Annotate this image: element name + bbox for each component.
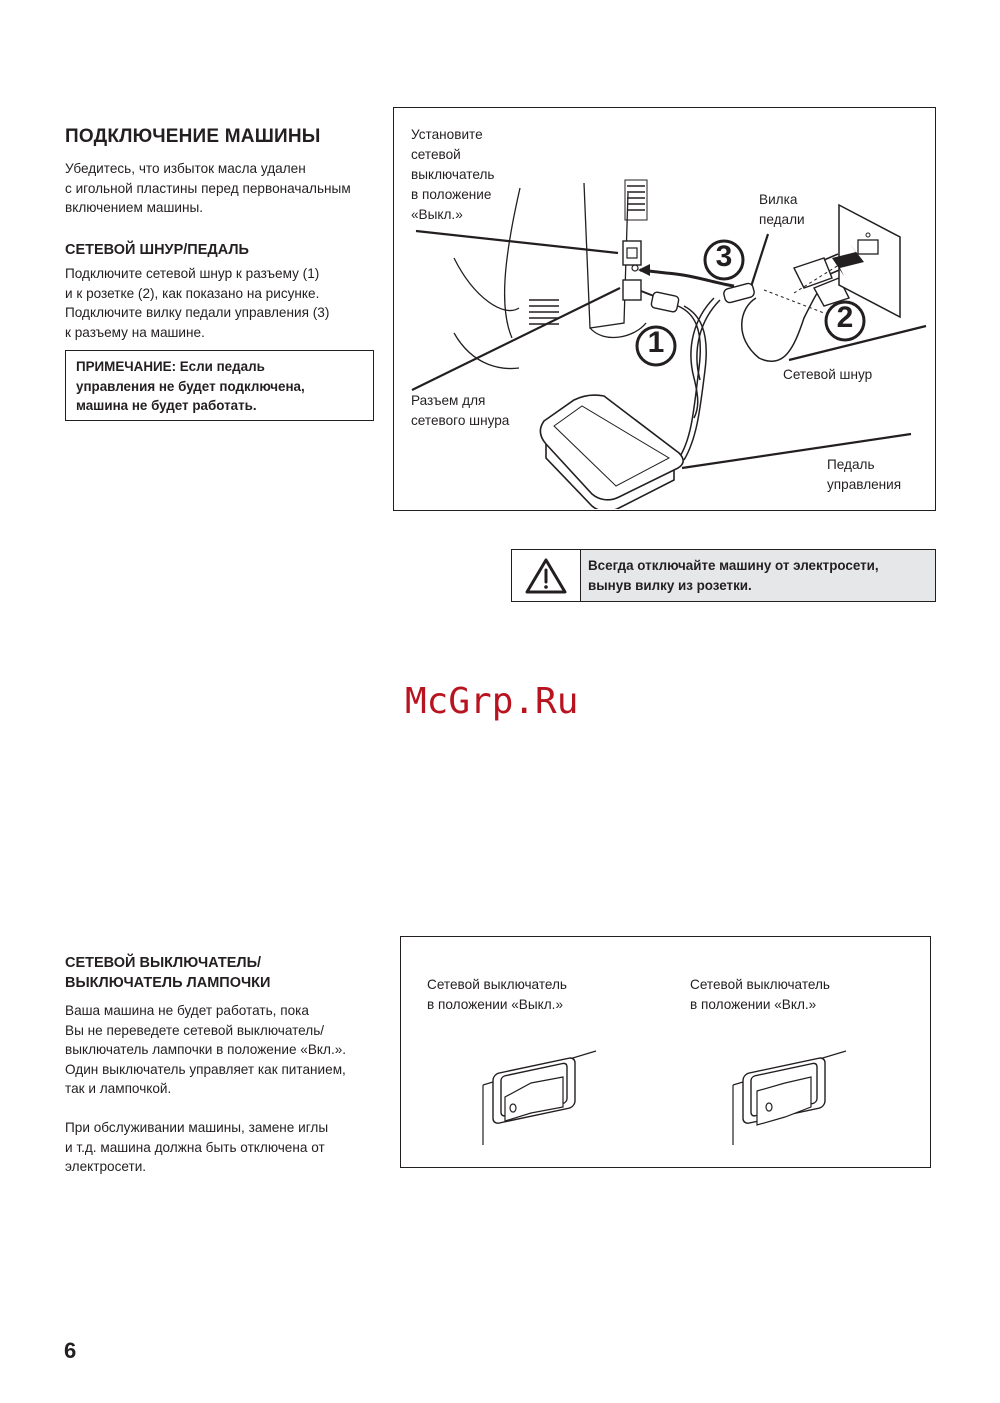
marker-1: 1: [634, 324, 678, 368]
switch-on-illustration: [721, 1045, 861, 1155]
leader-switch: [416, 231, 618, 253]
marker-3: 3: [702, 238, 746, 282]
switch-figure: [400, 936, 931, 1168]
label-switch-off: Установите сетевой выключатель в положение «Выкл.»: [411, 127, 495, 222]
machine-edge-left: [505, 188, 520, 338]
section-intro: Убедитесь, что избыток масла удален с игольной пластины перед первоначальным включением машины.: [65, 161, 351, 216]
warning-box: [511, 549, 936, 602]
switch-paragraph-1: Ваша машина не будет работать, пока Вы не переведете сетевой выключатель/ выключатель лампочки в положение «Вкл.». Один выключатель управляет как питанием, так и лампочкой.: [65, 1003, 347, 1097]
marker-2: 2: [823, 299, 867, 343]
section-title-connection: ПОДКЛЮЧЕНИЕ МАШИНЫ: [65, 126, 321, 147]
section-title-cord-pedal: СЕТЕВОЙ ШНУР/ПЕДАЛЬ: [65, 242, 249, 258]
connection-figure: [393, 107, 936, 511]
section-cord-instructions: Подключите сетевой шнур к разъему (1) и к розетке (2), как показано на рисунке. Подключите вилку педали управления (3) к разъему на машине.: [65, 266, 330, 340]
leader-socket: [412, 288, 620, 390]
power-socket: [623, 280, 641, 300]
switch-paragraph-2: При обслуживании машины, замене иглы и т.д. машина должна быть отключена от электросети.: [65, 1120, 329, 1175]
watermark: McGrp.Ru: [405, 681, 579, 722]
machine-side-panel: [584, 183, 628, 328]
warning-triangle-icon: [512, 550, 581, 601]
label-foot-pedal: Педаль управления: [827, 457, 902, 492]
label-cord-socket: Разъем для сетевого шнура: [411, 393, 510, 428]
foot-pedal: [540, 395, 683, 500]
section-title-switch: СЕТЕВОЙ ВЫКЛЮЧАТЕЛЬ/ ВЫКЛЮЧАТЕЛЬ ЛАМПОЧКИ: [65, 955, 271, 991]
label-switch-on-position: Сетевой выключатель в положении «Вкл.»: [690, 977, 831, 1012]
power-switch: [623, 241, 641, 265]
label-power-cord: Сетевой шнур: [783, 367, 873, 382]
switch-off-illustration: [471, 1045, 611, 1155]
label-pedal-plug: Вилка педали: [759, 192, 805, 227]
label-switch-off-position: Сетевой выключатель в положении «Выкл.»: [427, 977, 568, 1012]
note-box: ПРИМЕЧАНИЕ: Если педаль управления не будет подключена, машина не будет работать.: [65, 350, 374, 421]
warning-text: Всегда отключайте машину от электросети, вынув вилку из розетки.: [588, 558, 879, 593]
page-number: 6: [64, 1338, 77, 1363]
